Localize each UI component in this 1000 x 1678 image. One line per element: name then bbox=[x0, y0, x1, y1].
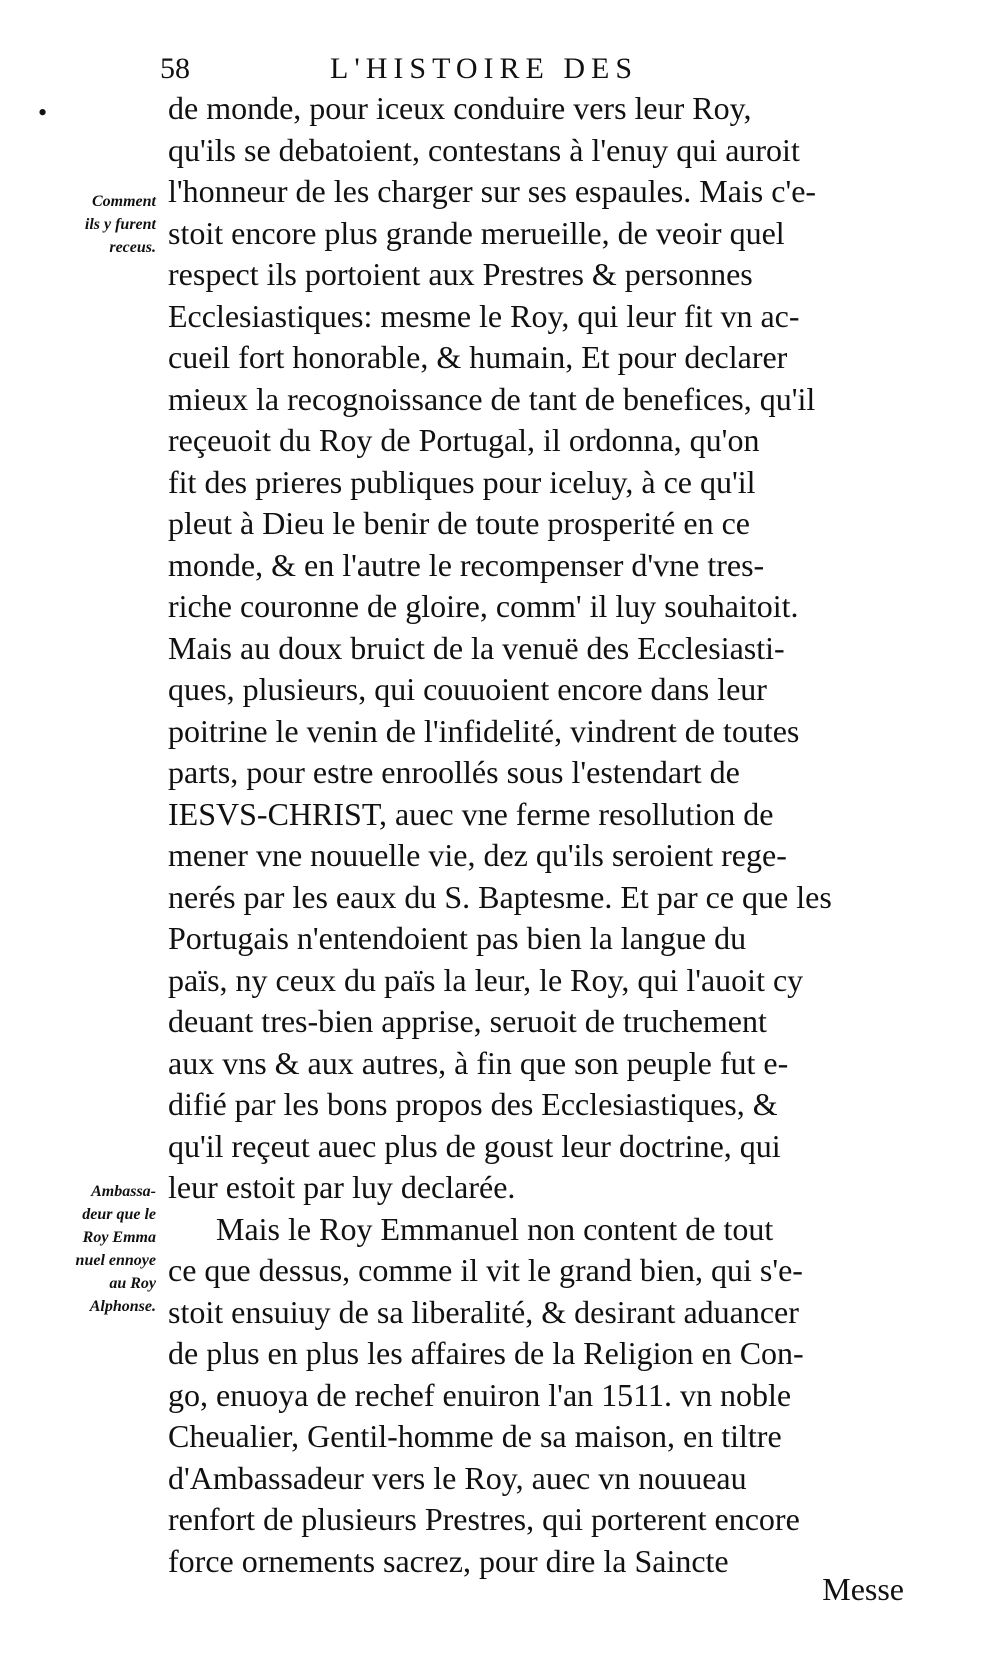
text-line: stoit ensuiuy de sa liberalité, & desirant aduancer bbox=[168, 1293, 799, 1330]
text-line: parts, pour estre enroollés sous l'estendart de bbox=[168, 754, 740, 790]
page-header bbox=[160, 48, 720, 90]
margin-note-line: ils y furent bbox=[84, 216, 156, 233]
text-line: monde, & en l'autre le recompenser d'vne tres- bbox=[168, 546, 765, 583]
margin-note-line: au Roy bbox=[109, 1275, 156, 1292]
text-line: go, enuoya de rechef enuiron l'an 1511. vn noble bbox=[168, 1376, 792, 1413]
text-line: ce que dessus, comme il vit le grand bien, qui s'e- bbox=[168, 1252, 803, 1288]
margin-note-line: Alphonse. bbox=[89, 1298, 156, 1315]
text-line: fit des prieres publiques pour iceluy, à ce qu'il bbox=[168, 463, 756, 500]
margin-note-line: Roy Emma bbox=[82, 1229, 156, 1246]
text-line: respect ils portoient aux Prestres & personnes bbox=[168, 256, 753, 292]
text-line: stoit encore plus grande merueille, de veoir quel bbox=[168, 214, 785, 251]
margin-note-line: deur que le bbox=[82, 1206, 156, 1223]
text-line: Portugais n'entendoient pas bien la langue du bbox=[168, 920, 747, 956]
text-line: renfort de plusieurs Prestres, qui porterent encore bbox=[168, 1501, 800, 1537]
text-line: riche couronne de gloire, comm' il luy souhaitoit. bbox=[168, 588, 799, 624]
body-text bbox=[168, 88, 903, 1582]
text-line: IESVS-CHRIST, auec vne ferme resollution de bbox=[168, 795, 774, 832]
text-line: de plus en plus les affaires de la Religion en Con- bbox=[168, 1335, 804, 1371]
margin-note-line: Ambassa- bbox=[91, 1183, 156, 1200]
text-line: pleut à Dieu le benir de toute prosperité en ce bbox=[168, 505, 750, 541]
text-line: nerés par les eaux du S. Baptesme. Et par ce que les bbox=[168, 878, 832, 915]
text-line: poitrine le venin de l'infidelité, vindrent de toutes bbox=[168, 712, 800, 749]
text-line: de monde, pour iceux conduire vers leur Roy, bbox=[168, 90, 752, 126]
text-line: difié par les bons propos des Ecclesiastiques, & bbox=[168, 1086, 778, 1122]
text-line: ques, plusieurs, qui couuoient encore dans leur bbox=[168, 671, 767, 707]
text-line: aux vns & aux autres, à fin que son peuple fut e- bbox=[168, 1044, 789, 1081]
text-line: force ornements sacrez, pour dire la Saincte bbox=[168, 1542, 729, 1579]
text-line: cueil fort honorable, & humain, Et pour declarer bbox=[168, 339, 788, 375]
margin-note-line: receus. bbox=[109, 239, 156, 256]
text-line: deuant tres-bien apprise, seruoit de truchement bbox=[168, 1003, 767, 1039]
text-line: leur estoit par luy declarée. bbox=[168, 1169, 516, 1205]
text-line: Mais au doux bruict de la venuë des Ecclesiasti- bbox=[168, 629, 785, 666]
text-line: reçeuoit du Roy de Portugal, il ordonna, qu'on bbox=[168, 422, 760, 458]
text-line: qu'ils se debatoient, contestans à l'enuy qui auroit bbox=[168, 131, 800, 168]
text-line: mieux la recognoissance de tant de benefices, qu'il bbox=[168, 380, 816, 417]
margin-note-reception bbox=[28, 190, 156, 259]
text-line: l'honneur de les charger sur ses espaules. Mais c'e- bbox=[168, 173, 817, 209]
running-title: L'HISTOIRE DES bbox=[330, 52, 639, 85]
text-line: qu'il reçeut auec plus de goust leur doctrine, qui bbox=[168, 1127, 781, 1164]
text-line: d'Ambassadeur vers le Roy, auec vn nouueau bbox=[168, 1459, 747, 1496]
margin-bullet-mark: • bbox=[38, 98, 48, 127]
margin-note-line: nuel ennoye bbox=[75, 1252, 156, 1269]
text-line: mener vne nouuelle vie, dez qu'ils seroient rege- bbox=[168, 837, 787, 873]
margin-note-line: Comment bbox=[91, 193, 156, 210]
text-line: Mais le Roy Emmanuel non content de tout bbox=[216, 1210, 774, 1247]
page-number: 58 bbox=[160, 52, 190, 85]
margin-note-ambassador bbox=[28, 1180, 156, 1318]
text-line: païs, ny ceux du païs la leur, le Roy, qui l'auoit cy bbox=[168, 961, 804, 998]
text-line: Cheualier, Gentil-homme de sa maison, en tiltre bbox=[168, 1418, 782, 1454]
text-line: Ecclesiastiques: mesme le Roy, qui leur fit vn ac- bbox=[168, 297, 800, 334]
catchword: Messe bbox=[822, 1571, 904, 1607]
